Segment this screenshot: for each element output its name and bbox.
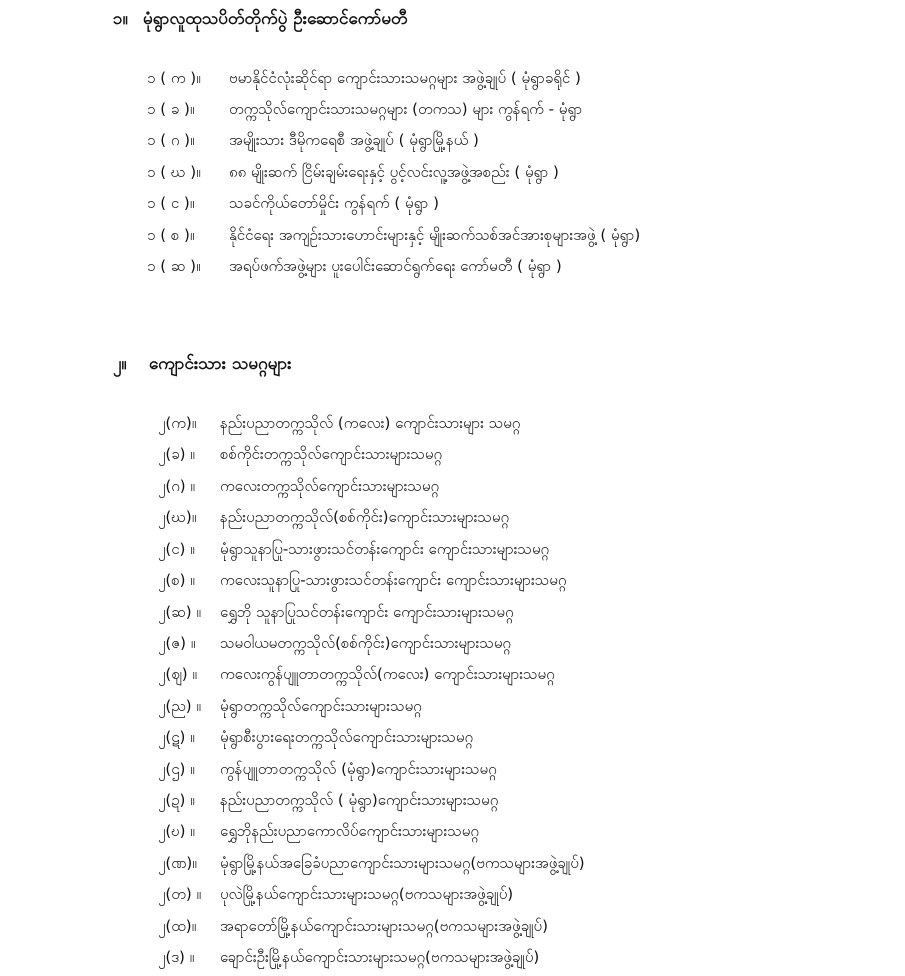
- item-label: ၂(ဌ) ။: [158, 760, 195, 778]
- list-item: [158, 664, 555, 684]
- item-label: ၂(ဍ) ။: [158, 791, 195, 809]
- item-text: နည်းပညာတက္ကသိုလ် ( မုံရွာ)ကျောင်းသားများသမဂ္ဂ: [220, 791, 499, 809]
- item-label: ၂(ဏ)။: [158, 854, 197, 872]
- list-item: [147, 99, 582, 119]
- item-text: ကလေးတက္ကသိုလ်ကျောင်းသားများသမဂ္ဂ: [220, 477, 440, 495]
- item-label: ၂(ဎ) ။: [158, 822, 195, 840]
- section-1-heading: [113, 8, 408, 33]
- list-item: [158, 727, 473, 747]
- list-item: [158, 947, 539, 967]
- item-label: ၂(က)။: [158, 414, 197, 432]
- list-item: [158, 759, 497, 779]
- item-label: ၂(ထ)။: [158, 917, 197, 935]
- item-text: နိုင်ငံရေး အကျဉ်းသားဟောင်းများနှင့် မျိုးဆက်သစ်အင်အားစုများအဖွဲ့ ( မုံရွာ): [229, 226, 641, 244]
- item-text: ပုလဲမြို့နယ်ကျောင်းသားများသမဂ္ဂ(ဗကသများအဖွဲ့ချုပ်): [220, 885, 514, 903]
- item-label: ၂(ဂ) ။: [158, 477, 195, 495]
- item-label: ၁ ( ဃ )။: [147, 163, 201, 181]
- list-item: [158, 413, 520, 433]
- list-item: [147, 130, 479, 150]
- item-text: နည်းပညာတက္ကသိုလ် (ကလေး) ကျောင်းသားများ သမဂ္ဂ: [220, 414, 521, 432]
- list-item: [147, 256, 562, 276]
- item-label: ၂(ဋ) ။: [158, 728, 195, 746]
- list-item: [147, 162, 559, 182]
- list-item: [147, 193, 439, 213]
- item-text: ၈၈ မျိုးဆက် ငြိမ်းချမ်းရေးနှင့် ပွင့်လင်းလူ့အဖွဲ့အစည်း ( မုံရွာ ): [229, 163, 559, 181]
- item-label: ၁ ( ခ )။: [147, 100, 195, 118]
- item-text: နည်းပညာတက္ကသိုလ်(စစ်ကိုင်း)ကျောင်းသားများသမဂ္ဂ: [220, 508, 510, 526]
- item-text: ဗမာနိုင်ငံလုံးဆိုင်ရာ ကျောင်းသားသမဂ္ဂများ အဖွဲ့ချုပ် ( မုံရွာခရိုင် ): [229, 69, 581, 87]
- list-item: [147, 68, 581, 88]
- item-text: သခင်ကိုယ်တော်မှိုင်း ကွန်ရက် ( မုံရွာ ): [229, 194, 439, 212]
- item-label: ၂(စ) ။: [158, 571, 195, 589]
- list-item: [158, 444, 442, 464]
- item-text: ချောင်းဦးမြို့နယ်ကျောင်းသားများသမဂ္ဂ(ဗကသများအဖွဲ့ချုပ်): [220, 948, 540, 966]
- item-label: ၂(ည) ။: [158, 697, 201, 715]
- item-text: သမဝါယမတက္ကသိုလ်(စစ်ကိုင်း)ကျောင်းသားများသမဂ္ဂ: [220, 634, 511, 652]
- item-text: အရာတော်မြို့နယ်ကျောင်းသားများသမဂ္ဂ(ဗကသများအဖွဲ့ချုပ်): [220, 917, 548, 935]
- item-label: ၂(ခ) ။: [158, 445, 195, 463]
- item-label: ၁ ( င )။: [147, 194, 195, 212]
- item-label: ၂(တ) ။: [158, 885, 201, 903]
- list-item: [158, 539, 549, 559]
- item-text: မုံရွာသူနာပြု-သားဖွားသင်တန်းကျောင်း ကျောင်းသားများသမဂ္ဂ: [220, 540, 550, 558]
- item-label: ၁ ( က )။: [147, 69, 201, 87]
- section-1-number: ၁။: [113, 9, 128, 29]
- item-label: ၁ ( ဂ )။: [147, 131, 195, 149]
- list-item: [158, 790, 498, 810]
- item-text: အရပ်ဖက်အဖွဲ့များ ပူးပေါင်းဆောင်ရွက်ရေး ကော်မတီ ( မုံရွာ ): [229, 257, 562, 275]
- item-label: ၁ ( စ )။: [147, 226, 195, 244]
- list-item: [158, 602, 514, 622]
- list-item: [158, 821, 479, 841]
- list-item: [158, 696, 422, 716]
- item-label: ၂(င) ။: [158, 540, 195, 558]
- list-item: [158, 570, 566, 590]
- item-label: ၂(ဃ)။: [158, 508, 197, 526]
- list-item: [158, 507, 509, 527]
- item-text: ကွန်ပျူတာတက္ကသိုလ် (မုံရွာ)ကျောင်းသားများသမဂ္ဂ: [220, 760, 497, 778]
- list-item: [158, 884, 513, 904]
- section-2-title: ကျောင်းသား သမဂ္ဂများ: [149, 354, 292, 374]
- item-label: ၂(ဇ) ။: [158, 634, 196, 652]
- item-text: စစ်ကိုင်းတက္ကသိုလ်ကျောင်းသားများသမဂ္ဂ: [220, 445, 443, 463]
- item-label: ၂(ဒ) ။: [158, 948, 195, 966]
- item-text: မုံရွာစီးပွားရေးတက္ကသိုလ်ကျောင်းသားများသမဂ္ဂ: [220, 728, 474, 746]
- section-1-title: မုံရွာလူထုသပိတ်တိုက်ပွဲ ဦးဆောင်ကော်မတီ: [143, 9, 408, 29]
- item-text: အမျိုးသား ဒီမိုကရေစီ အဖွဲ့ချုပ် ( မုံရွာမြို့နယ် ): [229, 131, 479, 149]
- item-text: ကလေးကွန်ပျူတာတက္ကသိုလ်(ကလေး) ကျောင်းသားများသမဂ္ဂ: [220, 665, 555, 683]
- item-text: တက္ကသိုလ်ကျောင်းသားသမဂ္ဂများ (တကသ) များ ကွန်ရက် - မုံရွာ: [229, 100, 583, 118]
- item-text: ရွှေဘိုနည်းပညာကောလိပ်ကျောင်းသားများသမဂ္ဂ: [220, 822, 479, 840]
- item-label: ၁ ( ဆ )။: [147, 257, 201, 275]
- list-item: [158, 476, 439, 496]
- item-text: ရွှေဘို သူနာပြုသင်တန်းကျောင်း ကျောင်းသားများသမဂ္ဂ: [220, 603, 514, 621]
- list-item: [147, 225, 640, 245]
- item-text: မုံရွာမြို့နယ်အခြေခံပညာကျောင်းသားများသမဂ္ဂ(ဗကသများအဖွဲ့ချုပ်): [220, 854, 585, 872]
- item-text: ကလေးသူနာပြု-သားဖွားသင်တန်းကျောင်း ကျောင်းသားများသမဂ္ဂ: [220, 571, 567, 589]
- item-label: ၂(ဈ) ။: [158, 665, 197, 683]
- section-2-heading: [113, 353, 292, 378]
- section-2-number: ၂။: [113, 354, 127, 374]
- list-item: [158, 853, 585, 873]
- item-label: ၂(ဆ) ။: [158, 603, 201, 621]
- list-item: [158, 633, 511, 653]
- item-text: မုံရွာတက္ကသိုလ်ကျောင်းသားများသမဂ္ဂ: [220, 697, 422, 715]
- list-item: [158, 916, 548, 936]
